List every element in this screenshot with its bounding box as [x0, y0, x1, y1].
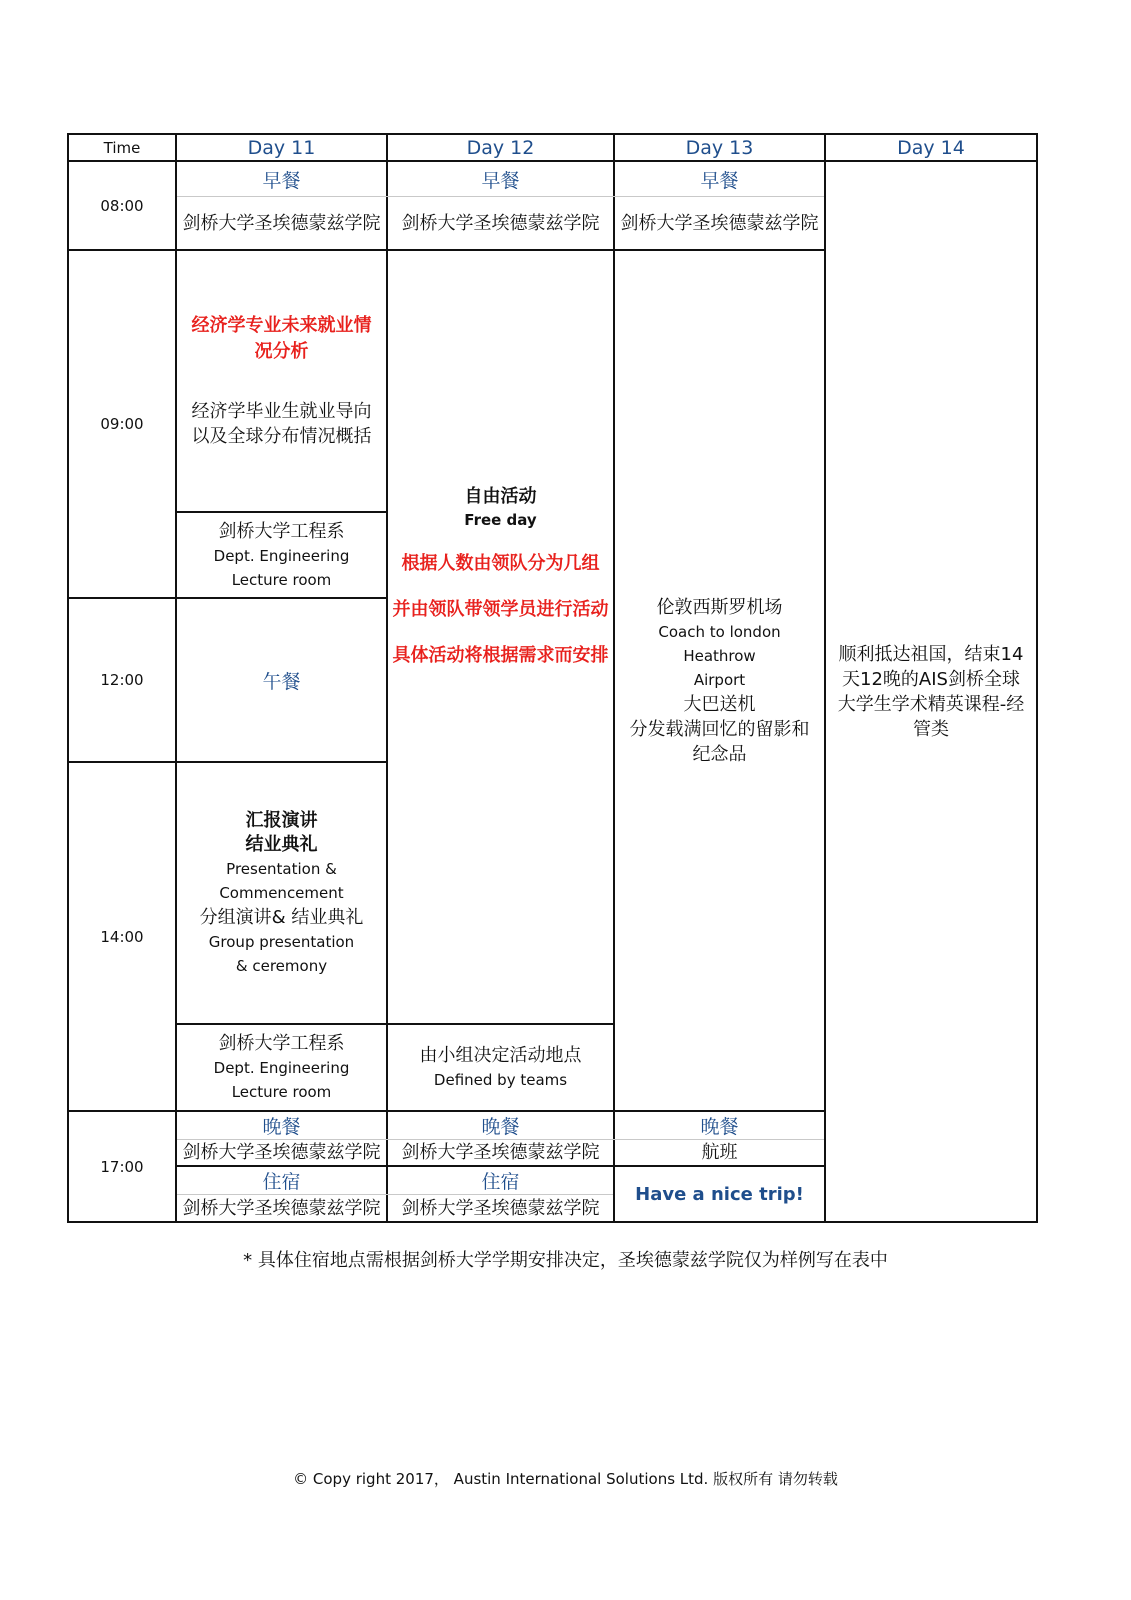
free-day-note: 并由领队带领学员进行活动 [392, 599, 609, 620]
day12-location [388, 1025, 613, 1110]
dinner-label: 晚餐 [481, 1116, 520, 1138]
topic-title: 经济学专业未来就业情况分析 [191, 315, 372, 362]
time-slot: 12:00 [100, 671, 144, 689]
day11-venue [177, 513, 386, 597]
day-label: Day 11 [247, 136, 316, 159]
lodging-label: 住宿 [262, 1171, 301, 1193]
bus-cn: 大巴送机 [683, 693, 756, 715]
breakfast-label: 早餐 [481, 169, 520, 192]
venue-en: Dept. Engineering [213, 546, 350, 565]
dinner-location: 剑桥大学圣埃德蒙兹学院 [401, 1142, 600, 1163]
location-en: Defined by teams [433, 1071, 568, 1089]
header-day-12 [388, 135, 613, 160]
presentation-title: 汇报演讲 [245, 809, 318, 831]
free-day-note: 具体活动将根据需求而安排 [392, 645, 609, 666]
breakfast-label: 早餐 [700, 169, 739, 192]
header-time-label: Time [103, 138, 141, 157]
time-slot: 08:00 [100, 196, 144, 215]
header-day-11 [177, 135, 386, 160]
day-label: Day 12 [466, 136, 535, 159]
airport-cn: 伦敦西斯罗机场 [656, 596, 783, 618]
lodging-location: 剑桥大学圣埃德蒙兹学院 [182, 1197, 381, 1219]
return-text: 顺利抵达祖国，结束14天12晚的AIS剑桥全球大学生学术精英课程-经管类 [837, 643, 1025, 740]
free-day-en: Free day [464, 511, 537, 529]
free-day-note: 根据人数由领队分为几组 [401, 553, 600, 574]
day-label: Day 14 [897, 136, 965, 159]
lodging-footnote: * 具体住宿地点需根据剑桥大学学期安排决定，圣埃德蒙兹学院仅为样例写在表中 [243, 1250, 888, 1271]
header-time [69, 135, 175, 160]
copyright-footer: © Copy right 2017， Austin International Solutions Ltd. 版权所有 请勿转载 [293, 1470, 838, 1488]
breakfast-location: 剑桥大学圣埃德蒙兹学院 [182, 212, 381, 234]
day11-venue [177, 1025, 386, 1110]
dinner-label: 晚餐 [262, 1116, 301, 1138]
location-cn: 由小组决定活动地点 [419, 1045, 582, 1066]
day12-free-day [388, 251, 613, 1023]
day11-lunch: 午餐 [262, 670, 301, 693]
dinner-location: 剑桥大学圣埃德蒙兹学院 [182, 1142, 381, 1163]
lodging-location: 剑桥大学圣埃德蒙兹学院 [401, 1197, 600, 1219]
dinner-label: 晚餐 [700, 1116, 739, 1138]
breakfast-label: 早餐 [262, 169, 301, 192]
presentation-en: Commencement [219, 883, 344, 902]
day14-return [826, 162, 1036, 1221]
group-presentation-en: Group presentation [208, 932, 355, 951]
nice-trip-message: Have a nice trip! [635, 1183, 804, 1205]
group-presentation-en: & ceremony [235, 956, 328, 975]
airport-en: Coach to london Heathrow [658, 622, 781, 665]
lodging-label: 住宿 [481, 1171, 520, 1193]
breakfast-location: 剑桥大学圣埃德蒙兹学院 [620, 212, 819, 234]
presentation-en: Presentation & [226, 859, 337, 878]
free-day-cn: 自由活动 [464, 486, 537, 507]
day-label: Day 13 [685, 136, 754, 159]
topic-description: 经济学毕业生就业导向以及全球分布情况概括 [191, 401, 372, 447]
venue-en: Lecture room [231, 1083, 332, 1101]
presentation-title: 结业典礼 [245, 833, 318, 855]
souvenir-cn: 分发载满回忆的留影和纪念品 [629, 718, 810, 765]
venue-en: Dept. Engineering [213, 1059, 350, 1077]
venue-cn: 剑桥大学工程系 [218, 520, 345, 542]
venue-cn: 剑桥大学工程系 [218, 1033, 345, 1054]
flight-label: 航班 [701, 1142, 738, 1163]
header-day-14 [826, 135, 1036, 160]
time-slot: 17:00 [100, 1157, 144, 1176]
group-presentation-cn: 分组演讲& 结业典礼 [199, 906, 364, 928]
day11-presentation [177, 763, 386, 1023]
day11-topic [177, 251, 386, 511]
time-slot: 14:00 [100, 927, 144, 946]
day13-departure [615, 251, 824, 1110]
header-day-13 [615, 135, 824, 160]
airport-en: Airport [693, 670, 746, 689]
time-slot: 09:00 [100, 415, 144, 433]
venue-en: Lecture room [231, 570, 332, 589]
breakfast-location: 剑桥大学圣埃德蒙兹学院 [401, 212, 600, 234]
